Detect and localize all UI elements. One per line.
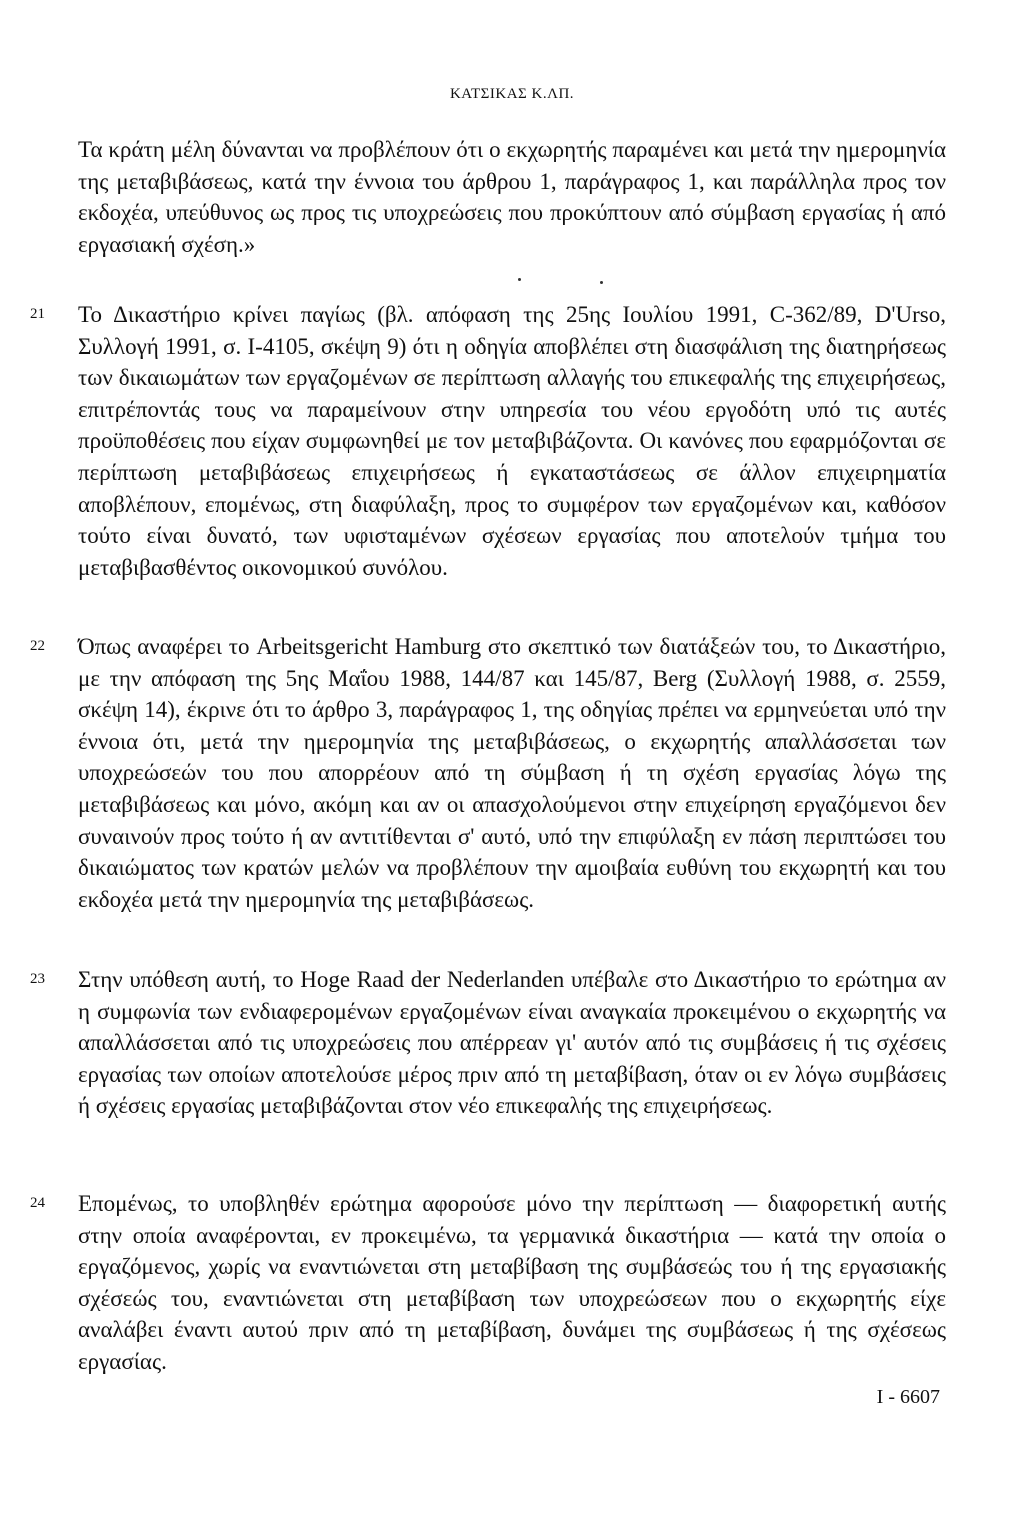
paragraph-number: 22 xyxy=(30,638,45,654)
quote-continuation: Τα κράτη μέλη δύνανται να προβλέπουν ότι ο εκχωρητής παραμένει και μετά την ημερομηνία της μεταβιβάσεως, κατά την έννοια του άρθρου 1, παράγραφος 1, και παράλληλα προς τον εκδοχέα, υπεύθυνος ως προς τις υποχρεώσεις που προκύπτουν από σύμβαση εργασίας ή από εργασιακή σχέση.» xyxy=(78,137,946,257)
paragraph-text: Στην υπόθεση αυτή, το Hoge Raad der Nederlanden υπέβαλε στο Δικαστήριο το ερώτημα αν η συμφωνία των ενδιαφερομένων εργαζομένων είναι αναγκαία προκειμένου ο εκχωρητής να απαλλάσσεται από τις υποχρεώσεις που απέρρεαν γι' αυτόν από τις συμβάσεις ή τις σχέσεις εργασίας των οποίων αποτελούσε μέρος πριν από τη μεταβίβαση, όταν οι εν λόγω συμβάσεις ή σχέσεις εργασίας μεταβιβάζονται στον νέο επικεφαλής της επιχειρήσεως. xyxy=(78,967,946,1119)
paragraph-number: 21 xyxy=(30,306,45,322)
running-header: ΚΑΤΣΙΚΑΣ Κ.ΛΠ. xyxy=(449,86,575,102)
paragraph-text: Το Δικαστήριο κρίνει παγίως (βλ. απόφαση της 25ης Ιουλίου 1991, C-362/89, D'Urso, Συλλογή 1991, σ. I-4105, σκέψη 9) ότι η οδηγία αποβλέπει στη διασφάλιση της διατηρήσεως των δικαιωμάτων των εργαζομένων σε περίπτωση αλλαγής του επικεφαλής της επιχειρήσεως, επιτρέποντάς τους να παραμείνουν στην υπηρεσία του νέου εργοδότη υπό τις αυτές προϋποθέσεις που είχαν συμφωνηθεί με τον μεταβιβάζοντα. Οι κανόνες που εφαρμόζονται σε περίπτωση μεταβιβάσεως επιχειρήσεως ή εγκαταστάσεως σε άλλον επιχειρηματία αποβλέπουν, επομένως, στη διαφύλαξη, προς το συμφέρον των εργαζομένων και, καθόσον τούτο είναι δυνατό, των υφισταμένων σχέσεων εργασίας που αποτελούν τμήμα του μεταβιβασθέντος οικονομικού συνόλου. xyxy=(78,302,946,580)
paragraph-number: 24 xyxy=(30,1195,45,1211)
page-number: I - 6607 xyxy=(876,1386,940,1408)
paragraph-text: Όπως αναφέρει το Arbeitsgericht Hamburg στο σκεπτικό των διατάξεών του, το Δικαστήριο, με την απόφαση της 5ης Μαΐου 1988, 144/87 και 145/87, Berg (Συλλογή 1988, σ. 2559, σκέψη 14), έκρινε ότι το άρθρο 3, παράγραφος 1, της οδηγίας πρέπει να ερμηνεύεται υπό την έννοια ότι, μετά την ημερομηνία της μεταβιβάσεως, ο εκχωρητής απαλλάσσεται των υποχρεώσεών του που απορρέουν από τη σύμβαση ή τη σχέση εργασίας λόγω της μεταβιβάσεως και μόνο, ακόμη και αν οι απασχολούμενοι στην επιχείρηση εργαζόμενοι δεν συναινούν προς τούτο ή αν αντιτίθενται σ' αυτό, υπό την επιφύλαξη εν πάση περιπτώσει του δικαιώματος των κρατών μελών να προβλέπουν την αμοιβαία ευθύνη του εκχωρητή και του εκδοχέα μετά την ημερομηνία της μεταβιβάσεως. xyxy=(78,634,946,912)
paragraph-number: 23 xyxy=(30,971,45,987)
scan-mark xyxy=(518,278,521,281)
scan-mark xyxy=(600,281,603,284)
paragraph-text: Επομένως, το υποβληθέν ερώτημα αφορούσε μόνο την περίπτωση — διαφορετική αυτής στην οποία αναφέρονται, εν προκειμένω, τα γερμανικά δικαστήρια — κατά την οποία ο εργαζόμενος, χωρίς να εναντιώνεται στη μεταβίβαση της συμβάσεώς του ή της εργασιακής σχέσεώς του, εναντιώνεται στη μεταβίβαση των υποχρεώσεων που ο εκχωρητής είχε αναλάβει έναντι αυτού πριν από τη μεταβίβαση, δυνάμει της συμβάσεως ή της σχέσεως εργασίας. xyxy=(78,1191,946,1374)
